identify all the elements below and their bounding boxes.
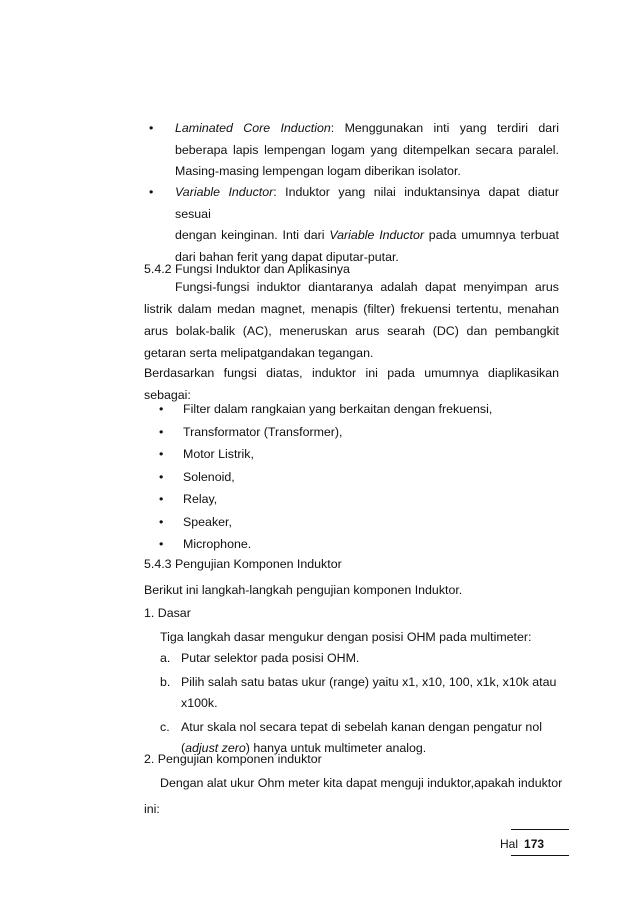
- bullet-marker: •: [149, 185, 154, 199]
- section-heading-543: 5.4.3 Pengujian Komponen Induktor: [144, 557, 342, 571]
- step-2-line-1: Dengan alat ukur Ohm meter kita dapat menguji induktor,apakah induktor: [160, 776, 563, 790]
- section-heading-542: 5.4.2 Fungsi Induktor dan Aplikasinya: [144, 262, 350, 276]
- term-variable: Variable Inductor: [175, 185, 274, 199]
- list-item: • Motor Listrik,: [159, 447, 254, 461]
- list-item: c. Atur skala nol secara tepat di sebelah kanan dengan pengatur nol (adjust zero) hanya untuk multimeter analog.: [160, 720, 542, 755]
- bullet-variable-inductor: [149, 182, 560, 268]
- list-item: • Microphone.: [159, 537, 252, 551]
- page-footer: [500, 837, 544, 851]
- list-item: a. Putar selektor pada posisi OHM.: [160, 651, 360, 665]
- paragraph-functions: Fungsi-fungsi induktor diantaranya adalah dapat menyimpan arus listrik dalam medan magnet, menapis (filter) frekuensi tertentu, menahan arus bolak-balik (AC), meneruskan arus searah (DC) dan pembangkit getaran serta melipatgandakan tegangan.: [144, 280, 559, 360]
- term-laminated: Laminated Core Induction: [175, 121, 331, 135]
- applications-list: [159, 398, 493, 556]
- step-1-label: 1. Dasar: [144, 606, 191, 620]
- step-1-description: Tiga langkah dasar mengukur dengan posisi OHM pada multimeter:: [160, 630, 532, 644]
- list-item: • Filter dalam rangkaian yang berkaitan dengan frekuensi,: [159, 402, 493, 416]
- list-item: • Transformator (Transformer),: [159, 424, 343, 439]
- bullet-marker: •: [149, 121, 154, 135]
- testing-intro: Berikut ini langkah-langkah pengujian komponen Induktor.: [144, 583, 463, 597]
- step-2-line-2: ini:: [144, 802, 160, 816]
- list-item: b. Pilih salah satu batas ukur (range) yaitu x1, x10, 100, x1k, x10k atau x100k.: [160, 675, 557, 710]
- bullet-text: Laminated Core Induction: Menggunakan inti yang terdiri dari beberapa lapis lempengan logam yang ditempelkan secara paralel. Masing-masing lempengan logam diberikan isolator.: [175, 121, 559, 178]
- bullet-text: Variable Inductor: Induktor yang nilai induktansinya dapat diatur sesuai dengan keinginan. Inti dari Variable Inductor pada umumnya terbuat dari bahan ferit yang dapat diputar-putar.: [175, 185, 560, 264]
- step-2-label: 2. Pengujian komponen induktor: [144, 752, 322, 766]
- footer-rule-bottom: [511, 855, 569, 856]
- page-number: 173: [524, 837, 545, 851]
- step-1-list: [160, 648, 560, 759]
- list-item: • Solenoid,: [159, 469, 235, 484]
- footer-rule-top: [511, 829, 569, 830]
- footer-label: Hal: [500, 837, 519, 851]
- bullet-laminated-core: [149, 118, 559, 183]
- list-item: • Relay,: [159, 492, 218, 506]
- list-item: • Speaker,: [159, 514, 232, 529]
- paragraph-applications-intro: Berdasarkan fungsi diatas, induktor ini pada umumnya diaplikasikan sebagai:: [144, 366, 559, 402]
